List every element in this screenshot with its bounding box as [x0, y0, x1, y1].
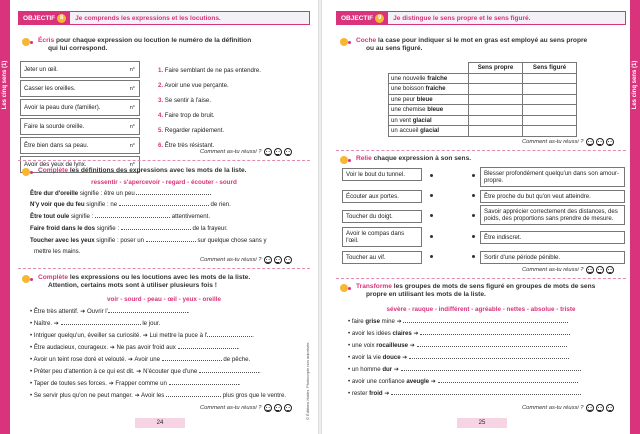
answer-blank[interactable]	[178, 344, 238, 349]
pencil-icon	[22, 167, 35, 177]
table-row: une peur bleue	[389, 94, 577, 105]
meaning-box: Être proche du but qu'on veut atteindre.	[480, 190, 625, 203]
exercise-2-instruction	[340, 155, 625, 165]
expression-text: Avoir la peau dure (familier).	[24, 104, 101, 111]
exercise-instruction-2: qui lui correspond.	[48, 45, 108, 52]
column-header: Sens figuré	[523, 63, 577, 74]
pencil-icon	[22, 37, 35, 47]
self-assessment	[200, 148, 292, 156]
expression-text: Jeter un œil.	[24, 66, 58, 73]
answer-blank[interactable]	[420, 330, 570, 335]
answer-blank[interactable]	[169, 380, 239, 385]
neutral-face-icon[interactable]	[274, 256, 282, 264]
checkbox-cell[interactable]	[523, 115, 577, 126]
pencil-icon	[340, 37, 353, 47]
checkbox-cell[interactable]	[469, 73, 523, 84]
answer-blank[interactable]	[166, 392, 221, 397]
neutral-face-icon[interactable]	[274, 148, 282, 156]
objective-banner	[336, 11, 626, 25]
link-dot[interactable]	[472, 194, 475, 197]
column-header: Sens propre	[469, 63, 523, 74]
definition-item: 4. Faire trop de bruit.	[158, 112, 215, 119]
happy-face-icon[interactable]	[586, 404, 594, 412]
exercise-instruction: pour chaque expression ou locution le numéro de la définition	[54, 37, 252, 44]
definition-item: 3. Se sentir à l'aise.	[158, 97, 212, 104]
side-label: Les cinq sens (1)	[2, 60, 8, 110]
objective-badge	[19, 12, 70, 24]
table-header-row	[389, 63, 577, 74]
meaning-box: Blesser profondément quelqu'un dans son amour-propre.	[480, 167, 625, 187]
checkbox-cell[interactable]	[523, 73, 577, 84]
sense-table	[388, 62, 577, 137]
link-dot[interactable]	[430, 214, 433, 217]
number-label: n°	[129, 66, 135, 73]
fill-line: • Prêter peu d'attention à ce qui est dit. ➔ N'écouter que d'une .	[30, 368, 261, 375]
self-assessment-label: Comment as-tu réussi ?	[522, 405, 584, 411]
exercise-instruction-2: ou au sens figuré.	[366, 45, 423, 52]
link-dot[interactable]	[472, 214, 475, 217]
checkbox-cell[interactable]	[523, 105, 577, 116]
expression-text: Être bien dans sa peau.	[24, 142, 89, 149]
fill-line: • Se servir plus qu'on ne peut manger. ➔ Avoir les plus gros que le ventre.	[30, 392, 287, 399]
fill-line: • Être très attentif. ➔ Ouvrir l' .	[30, 308, 190, 315]
answer-blank[interactable]	[401, 366, 581, 371]
exercise-instruction: la case pour indiquer si le mot en gras est employé au sens propre	[376, 37, 588, 44]
self-assessment	[200, 404, 292, 412]
objective-badge	[337, 12, 388, 24]
table-row: une boisson fraîche	[389, 84, 577, 95]
answer-blank[interactable]	[61, 320, 141, 325]
fill-line: • avoir la vie douce ➔	[348, 354, 569, 361]
expression-box[interactable]	[20, 61, 140, 78]
meaning-box: Sortir d'une période pénible.	[480, 251, 625, 264]
exercise-verb: Complète	[38, 274, 69, 281]
checkbox-cell[interactable]	[523, 126, 577, 137]
answer-blank[interactable]	[162, 356, 222, 361]
checkbox-cell[interactable]	[469, 105, 523, 116]
exercise-verb: Écris	[38, 37, 55, 44]
side-tab	[0, 0, 10, 434]
sad-face-icon[interactable]	[606, 138, 614, 146]
objective-label: OBJECTIF	[23, 14, 56, 22]
exercise-instruction: les expressions ou les locutions avec les mots de la liste.	[68, 274, 251, 281]
happy-face-icon[interactable]	[264, 256, 272, 264]
happy-face-icon[interactable]	[264, 404, 272, 412]
link-dot[interactable]	[472, 255, 475, 258]
expression-text: Casser les oreilles.	[24, 85, 76, 92]
fill-line: • Avoir un teint rose doré et velouté. ➔ Avoir une de pêche.	[30, 356, 251, 363]
right-page	[322, 0, 640, 434]
link-dot[interactable]	[430, 255, 433, 258]
meaning-box: Être indiscret.	[480, 231, 625, 244]
expression-box: Écouter aux portes.	[342, 190, 422, 203]
fill-line: • une voix rocailleuse ➔	[348, 342, 567, 349]
answer-blank[interactable]	[108, 308, 188, 313]
exercise-2-instruction	[22, 167, 307, 177]
exercise-instruction: les définitions des expressions avec les mots de la liste.	[68, 167, 247, 174]
exercise-instruction-2: propre en utilisant les mots de la liste.	[366, 291, 486, 298]
fill-line: Toucher avec les yeux signifie : poser un sur quelque chose sans y	[30, 237, 267, 244]
checkbox-cell[interactable]	[523, 84, 577, 95]
expression-box: Avoir le compas dans l'œil.	[342, 227, 422, 247]
word-list: ressentir - s'apercevoir - regard - écouter - sourd	[91, 179, 237, 186]
exercise-1-instruction	[340, 37, 625, 53]
fill-line: mettre les mains.	[34, 248, 81, 255]
pencil-icon	[340, 283, 353, 293]
pencil-icon	[340, 155, 353, 165]
answer-blank[interactable]	[438, 378, 578, 383]
expression-box: Voir le bout du tunnel.	[342, 168, 422, 181]
exercise-verb: Complète	[38, 167, 69, 174]
checkbox-cell[interactable]	[469, 115, 523, 126]
number-label: n°	[129, 85, 135, 92]
number-label: n°	[129, 142, 135, 149]
divider	[18, 160, 310, 161]
objective-label: OBJECTIF	[341, 14, 374, 22]
number-label: n°	[129, 161, 135, 168]
objective-number: 8	[57, 14, 66, 23]
answer-blank[interactable]	[409, 354, 569, 359]
self-assessment	[522, 404, 614, 412]
page-number: 24	[135, 418, 185, 428]
fill-line: Faire froid dans le dos signifie : de la frayeur.	[30, 225, 228, 232]
objective-text: Je comprends les expressions et les locutions.	[75, 14, 221, 22]
expression-box[interactable]	[20, 80, 140, 97]
answer-blank[interactable]	[207, 332, 252, 337]
neutral-face-icon[interactable]	[274, 404, 282, 412]
word-list: sévère - rauque - indifférent - agréable - nettes - absolue - triste	[386, 306, 576, 313]
link-dot[interactable]	[472, 174, 475, 177]
exercise-instruction: les groupes de mots de sens figuré en groupes de mots de sens	[391, 283, 596, 290]
happy-face-icon[interactable]	[586, 266, 594, 274]
self-assessment	[522, 266, 614, 274]
fill-line: • avoir une confiance aveugle ➔	[348, 378, 578, 385]
fill-line: Être tout ouïe signifie : attentivement.	[30, 213, 211, 220]
answer-blank[interactable]	[417, 342, 567, 347]
expression-box[interactable]	[20, 137, 140, 154]
definition-item: 1. Faire semblant de ne pas entendre.	[158, 67, 262, 74]
definition-item: 6. Être très résistant.	[158, 142, 215, 149]
word-list: voir - sourd - peau - œil - yeux - oreille	[106, 296, 222, 303]
exercise-3-instruction	[22, 274, 307, 290]
divider	[18, 268, 310, 269]
sad-face-icon[interactable]	[284, 256, 292, 264]
sad-face-icon[interactable]	[606, 404, 614, 412]
divider	[336, 278, 626, 279]
table-row: un vent glacial	[389, 115, 577, 126]
objective-number: 9	[375, 14, 384, 23]
divider	[336, 150, 626, 151]
expression-box[interactable]	[20, 99, 140, 116]
happy-face-icon[interactable]	[586, 138, 594, 146]
expression-box: Toucher au vif.	[342, 251, 422, 264]
checkbox-cell[interactable]	[469, 94, 523, 105]
checkbox-cell[interactable]	[469, 84, 523, 95]
definition-item: 2. Avoir une vue perçante.	[158, 82, 229, 89]
exercise-1-instruction	[22, 37, 307, 53]
table-row: une nouvelle fraîche	[389, 73, 577, 84]
fill-line: • avoir les idées claires ➔	[348, 330, 570, 337]
fill-line: • Intriguer quelqu'un, éveiller sa curiosité. ➔ Lui mettre la puce à l' .	[30, 332, 254, 339]
self-assessment-label: Comment as-tu réussi ?	[522, 267, 584, 273]
fill-line: N'y voir que du feu signifie : ne de rien.	[30, 201, 231, 208]
left-page	[0, 0, 318, 434]
answer-blank[interactable]	[95, 213, 170, 218]
fill-line: • Naître. ➔ le jour.	[30, 320, 161, 327]
exercise-verb: Coche	[356, 37, 377, 44]
answer-blank[interactable]	[136, 190, 211, 195]
answer-blank[interactable]	[146, 237, 196, 242]
answer-blank[interactable]	[119, 201, 209, 206]
answer-blank[interactable]	[391, 390, 581, 395]
exercise-instruction-2: Attention, certains mots sont à utiliser plusieurs fois !	[48, 282, 217, 289]
checkbox-cell[interactable]	[469, 126, 523, 137]
exercise-3-instruction	[340, 283, 625, 299]
sad-face-icon[interactable]	[606, 266, 614, 274]
self-assessment-label: Comment as-tu réussi ?	[200, 149, 262, 155]
objective-banner	[18, 11, 310, 25]
expression-box: Toucher du doigt.	[342, 210, 422, 223]
expression-box[interactable]	[20, 118, 140, 135]
side-label: Les cinq sens (1)	[632, 60, 638, 110]
meaning-box: Savoir apprécier correctement des distances, des poids, des proportions sans prendre de mesure.	[480, 205, 625, 225]
self-assessment-label: Comment as-tu réussi ?	[522, 139, 584, 145]
pencil-icon	[22, 274, 35, 284]
link-dot[interactable]	[430, 235, 433, 238]
answer-blank[interactable]	[403, 318, 568, 323]
fill-line: Être dur d'oreille signifie : être un peu	[30, 190, 211, 197]
expression-text: Avoir des yeux de lynx.	[24, 161, 87, 168]
exercise-verb: Transforme	[356, 283, 392, 290]
happy-face-icon[interactable]	[264, 148, 272, 156]
link-dot[interactable]	[472, 235, 475, 238]
neutral-face-icon[interactable]	[596, 404, 604, 412]
objective-text: Je distingue le sens propre et le sens figuré.	[393, 14, 531, 22]
neutral-face-icon[interactable]	[596, 266, 604, 274]
self-assessment-label: Comment as-tu réussi ?	[200, 405, 262, 411]
fill-line: • rester froid ➔	[348, 390, 581, 397]
fill-line: • Être audacieux, courageux. ➔ Ne pas avoir froid aux .	[30, 344, 240, 351]
fill-line: • faire grise mine ➔	[348, 318, 568, 325]
side-tab	[630, 0, 640, 434]
answer-blank[interactable]	[199, 368, 259, 373]
copyright-notice: © Éditions Hatier. Photocopie non autorisée.	[305, 341, 310, 420]
exercise-instruction: chaque expression à son sens.	[371, 155, 472, 162]
number-label: n°	[129, 123, 135, 130]
fill-line: • Taper de toutes ses forces. ➔ Frapper comme un .	[30, 380, 241, 387]
link-dot[interactable]	[430, 174, 433, 177]
neutral-face-icon[interactable]	[596, 138, 604, 146]
number-label: n°	[129, 104, 135, 111]
table-row: un accueil glacial	[389, 126, 577, 137]
table-row: une chemise bleue	[389, 105, 577, 116]
exercise-verb: Relie	[356, 155, 372, 162]
self-assessment	[200, 256, 292, 264]
self-assessment-label: Comment as-tu réussi ?	[200, 257, 262, 263]
self-assessment	[522, 138, 614, 146]
expression-text: Faire la sourde oreille.	[24, 123, 85, 130]
sad-face-icon[interactable]	[284, 148, 292, 156]
sad-face-icon[interactable]	[284, 404, 292, 412]
answer-blank[interactable]	[121, 225, 191, 230]
link-dot[interactable]	[430, 194, 433, 197]
checkbox-cell[interactable]	[523, 94, 577, 105]
fill-line: • un homme dur ➔	[348, 366, 581, 373]
page-number: 25	[457, 418, 507, 428]
definition-item: 5. Regarder rapidement.	[158, 127, 225, 134]
